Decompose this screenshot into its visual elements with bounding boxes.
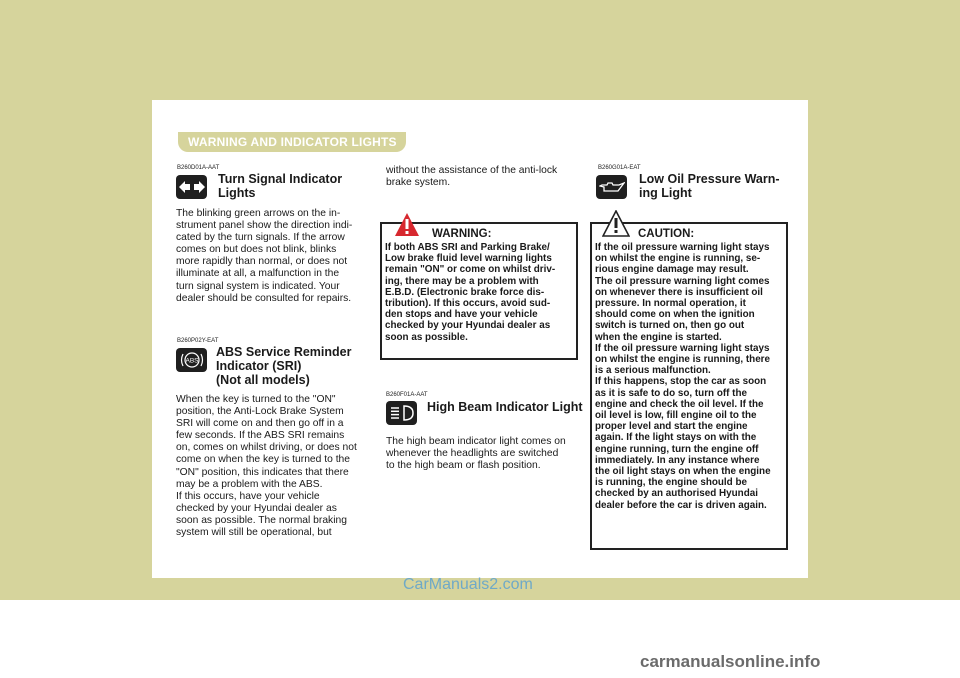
footer-site: carmanualsonline.info xyxy=(640,652,821,671)
caution-box xyxy=(590,222,788,550)
warning-title: WARNING: xyxy=(432,228,492,240)
caution-triangle-icon xyxy=(602,210,630,238)
abs-continuation: without the assistance of the anti-lock brake system. xyxy=(386,165,558,189)
turn-signal-title: Turn Signal Indicator Lights xyxy=(218,172,343,200)
oil-code: B260G01A-EAT xyxy=(598,165,641,171)
page-title-bar xyxy=(178,132,406,152)
turn-signal-icon xyxy=(176,175,207,199)
turn-signal-body: The blinking green arrows on the in- strument panel show the direction indi- cated by the turn signals. If the arrow comes on but does not blink, blinks more rapidly than normal, or does not illuminate at all, a malfunction in the turn signal system is indicated. Your dealer should be consulted for repairs. xyxy=(176,208,353,304)
page-title: WARNING AND INDICATOR LIGHTS xyxy=(188,135,397,149)
section-number: 1 xyxy=(154,107,166,129)
abs-icon-text: ABS xyxy=(184,357,199,365)
turn-signal-code: B260D01A-AAT xyxy=(177,165,220,171)
abs-code: B260P02Y-EAT xyxy=(177,338,219,344)
high-beam-title: High Beam Indicator Light xyxy=(427,400,583,414)
high-beam-body: The high beam indicator light comes on whenever the headlights are switched to the high beam or flash position. xyxy=(386,436,566,472)
caution-text: If the oil pressure warning light stays on whilst the engine is running, se- rious engine damage may result. The oil pressure warning light comes on whenever there is insufficient oil pressure. In normal operation, it should come on when the ignition switch is turned on, then go out when the engine is started. If the oil pressure warning light stays on whilst the engine is running, there is a serious malfunction. If this happens, stop the car as soon as it is safe to do so, turn off the engine and check the oil level. If the oil level is low, fill engine oil to the proper level and start the engine again. If the light stays on with the engine running, turn the engine off immediately. In any instance where the oil light stays on when the engine is running, the engine should be checked by an authorised Hyundai dealer before the car is driven again. xyxy=(595,242,771,511)
warning-triangle-icon xyxy=(394,212,420,238)
abs-title: ABS Service Reminder Indicator (SRI) (Not all models) xyxy=(216,345,352,387)
section-title: CONTROLS AND EQUIPMENT xyxy=(165,113,298,123)
warning-text: If both ABS SRI and Parking Brake/ Low brake fluid level warning lights remain "ON" or come on whilst driv- ing, there may be a problem with E.B.D. (Electronic brake force dis- tribution). If this occurs, avoid sud- den stops and have your vehicle checked by your Hyundai dealer as soon as possible. xyxy=(385,242,556,343)
abs-icon xyxy=(176,348,207,372)
footer-logo: CarManuals2.com xyxy=(403,576,533,593)
high-beam-code: B260F01A-AAT xyxy=(386,392,428,398)
oil-can-icon xyxy=(596,175,627,199)
high-beam-icon xyxy=(386,401,417,425)
caution-title: CAUTION: xyxy=(638,228,695,240)
warning-box xyxy=(380,222,578,360)
oil-title: Low Oil Pressure Warn- ing Light xyxy=(639,172,780,200)
page-number: 50 xyxy=(156,140,168,151)
abs-body: When the key is turned to the "ON" position, the Anti-Lock Brake System SRI will come on and then go off in a few seconds. If the ABS SRI remains on, comes on whilst driving, or does not come on when the key is turned to the "ON" position, this indicates that there may be a problem with the ABS. If this occurs, have your vehicle checked by your Hyundai dealer as soon as possible. The normal braking system will still be operational, but xyxy=(176,394,357,539)
